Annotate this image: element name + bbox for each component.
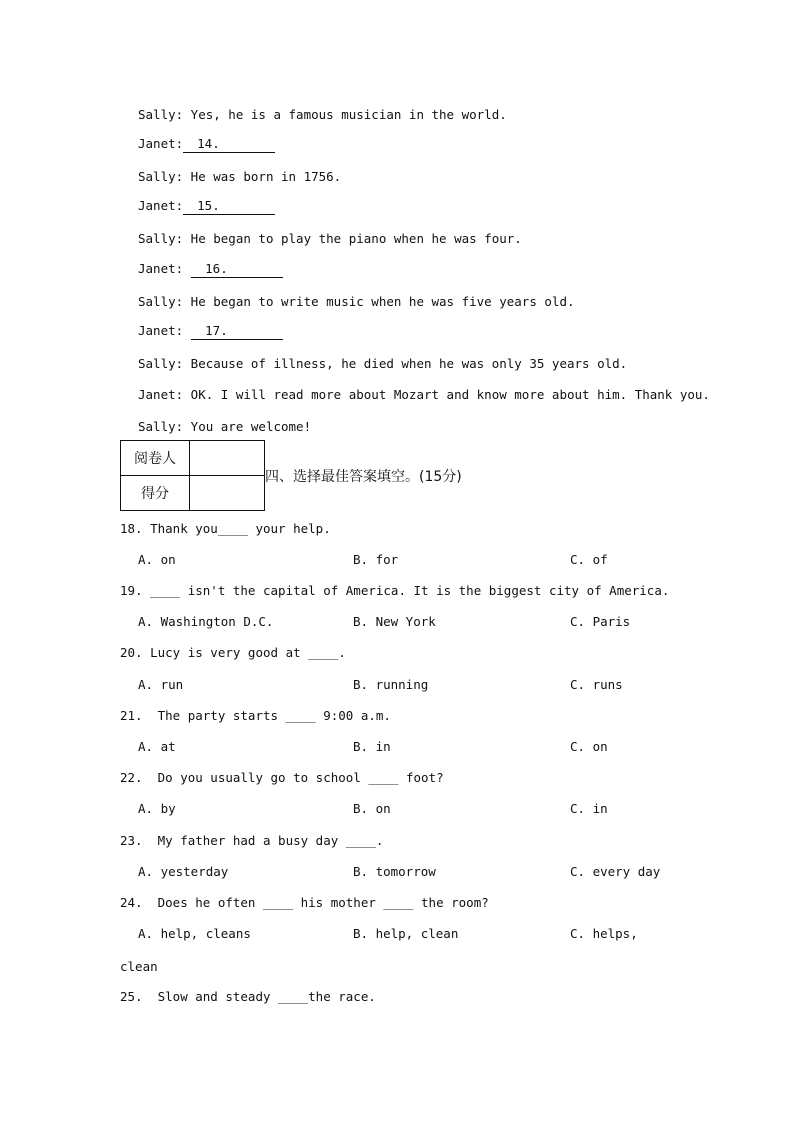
- option-c[interactable]: C. runs: [570, 677, 623, 692]
- score-label: 得分: [121, 476, 190, 511]
- dialogue-text: OK. I will read more about Mozart and know more about him. Thank you.: [183, 387, 710, 402]
- question-stem: 22. Do you usually go to school ____ foot?: [120, 770, 444, 785]
- reviewer-cell[interactable]: [190, 441, 265, 476]
- option-b[interactable]: B. running: [353, 677, 429, 692]
- question-stem: 25. Slow and steady ____the race.: [120, 989, 376, 1004]
- question-stem: 24. Does he often ____ his mother ____ the room?: [120, 895, 489, 910]
- speaker-label: Sally:: [138, 107, 184, 122]
- option-a[interactable]: A. run: [138, 677, 184, 692]
- dialogue-line: [138, 294, 575, 310]
- option-b[interactable]: B. on: [353, 801, 391, 816]
- answer-blank[interactable]: 16.: [191, 261, 283, 278]
- option-b[interactable]: B. in: [353, 739, 391, 754]
- option-a[interactable]: A. Washington D.C.: [138, 614, 274, 629]
- option-c[interactable]: C. in: [570, 801, 608, 816]
- speaker-label: Sally:: [138, 356, 184, 371]
- option-c[interactable]: C. of: [570, 552, 608, 567]
- dialogue-line: [138, 323, 283, 340]
- answer-blank[interactable]: 15.: [183, 198, 275, 215]
- option-c[interactable]: C. Paris: [570, 614, 631, 629]
- dialogue-line: [138, 231, 522, 247]
- reviewer-label: 阅卷人: [121, 441, 190, 476]
- option-c[interactable]: C. every day: [570, 864, 661, 879]
- option-c-wrap: clean: [120, 959, 158, 974]
- dialogue-text: He began to write music when he was five years old.: [183, 294, 575, 309]
- option-b[interactable]: B. tomorrow: [353, 864, 436, 879]
- question-stem: 23. My father had a busy day ____.: [120, 833, 384, 848]
- dialogue-text: You are welcome!: [183, 419, 312, 434]
- option-a[interactable]: A. on: [138, 552, 176, 567]
- answer-blank[interactable]: 14.: [183, 136, 275, 153]
- speaker-label: Janet:: [138, 261, 184, 276]
- speaker-label: Janet:: [138, 198, 184, 213]
- option-a[interactable]: A. yesterday: [138, 864, 229, 879]
- answer-blank[interactable]: 17.: [191, 323, 283, 340]
- dialogue-line: [138, 356, 627, 372]
- option-b[interactable]: B. for: [353, 552, 399, 567]
- dialogue-text: He was born in 1756.: [183, 169, 342, 184]
- question-stem: 18. Thank you____ your help.: [120, 521, 331, 536]
- speaker-label: Janet:: [138, 387, 184, 402]
- dialogue-text: He began to play the piano when he was four.: [183, 231, 522, 246]
- score-table: [120, 440, 265, 511]
- dialogue-line: [138, 198, 275, 215]
- dialogue-line: [138, 387, 710, 403]
- speaker-label: Sally:: [138, 419, 184, 434]
- option-b[interactable]: B. help, clean: [353, 926, 459, 941]
- score-cell[interactable]: [190, 476, 265, 511]
- dialogue-line: [138, 419, 311, 435]
- option-a[interactable]: A. by: [138, 801, 176, 816]
- dialogue-line: [138, 136, 275, 153]
- option-c[interactable]: C. helps,: [570, 926, 638, 941]
- dialogue-line: [138, 261, 283, 278]
- question-stem: 20. Lucy is very good at ____.: [120, 645, 346, 660]
- speaker-label: Sally:: [138, 231, 184, 246]
- option-b[interactable]: B. New York: [353, 614, 436, 629]
- option-c[interactable]: C. on: [570, 739, 608, 754]
- option-a[interactable]: A. help, cleans: [138, 926, 251, 941]
- dialogue-text: Yes, he is a famous musician in the world.: [183, 107, 507, 122]
- speaker-label: Janet:: [138, 136, 184, 151]
- section-title: 四、选择最佳答案填空。(15分): [265, 469, 462, 485]
- dialogue-text: Because of illness, he died when he was only 35 years old.: [183, 356, 628, 371]
- speaker-label: Janet:: [138, 323, 184, 338]
- question-stem: 21. The party starts ____ 9:00 a.m.: [120, 708, 391, 723]
- dialogue-line: [138, 107, 507, 123]
- speaker-label: Sally:: [138, 294, 184, 309]
- speaker-label: Sally:: [138, 169, 184, 184]
- option-a[interactable]: A. at: [138, 739, 176, 754]
- dialogue-line: [138, 169, 341, 185]
- question-stem: 19. ____ isn't the capital of America. It is the biggest city of America.: [120, 583, 670, 598]
